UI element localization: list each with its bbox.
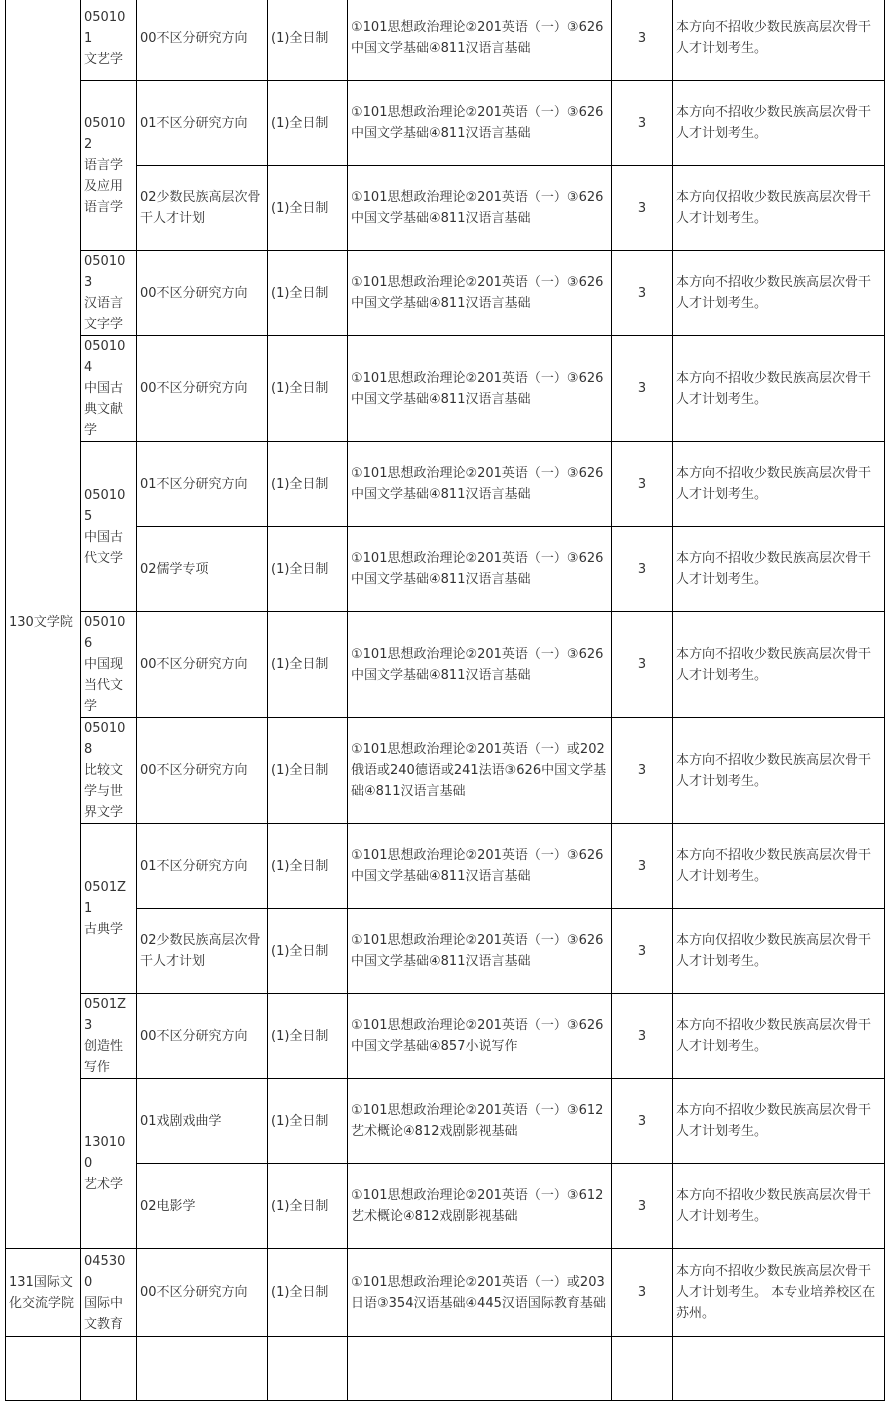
major-cell	[81, 442, 137, 612]
note-cell: 本方向不招收少数民族高层次骨干人才计划考生。	[673, 251, 885, 336]
empty-cell	[673, 1337, 885, 1401]
quota-cell: 3	[612, 442, 673, 527]
study-mode-cell: (1)全日制	[268, 251, 348, 336]
major-code: 050102	[84, 116, 126, 152]
exam-subjects-cell: ①101思想政治理论②201英语（一）或202俄语或240德语或241法语③626中国文学基础④811汉语言基础	[348, 718, 612, 824]
empty-cell	[6, 1337, 81, 1401]
major-name: 中国现当代文学	[84, 657, 124, 714]
major-name: 中国古典文献学	[84, 381, 124, 438]
direction-cell: 01不区分研究方向	[137, 824, 268, 909]
quota-cell: 3	[612, 251, 673, 336]
direction-cell: 02少数民族高层次骨干人才计划	[137, 909, 268, 994]
major-code: 050105	[84, 487, 126, 524]
note-cell: 本方向不招收少数民族高层次骨干人才计划考生。	[673, 0, 885, 81]
quota-cell: 3	[612, 336, 673, 442]
exam-subjects-cell: ①101思想政治理论②201英语（一）③626中国文学基础④811汉语言基础	[348, 336, 612, 442]
major-code: 050103	[84, 254, 126, 290]
exam-subjects-cell: ①101思想政治理论②201英语（一）③626中国文学基础④811汉语言基础	[348, 0, 612, 81]
page	[5, 0, 885, 1401]
exam-subjects-cell: ①101思想政治理论②201英语（一）③612艺术概论④812戏剧影视基础	[348, 1164, 612, 1249]
major-name: 文艺学	[84, 51, 124, 67]
note-cell: 本方向不招收少数民族高层次骨干人才计划考生。	[673, 442, 885, 527]
direction-cell: 01不区分研究方向	[137, 442, 268, 527]
table-row	[6, 1164, 885, 1249]
college-cell: 131国际文化交流学院	[6, 1249, 81, 1337]
table-row	[6, 1079, 885, 1164]
quota-cell: 3	[612, 0, 673, 81]
major-cell	[81, 1079, 137, 1249]
major-cell	[81, 718, 137, 824]
exam-subjects-cell: ①101思想政治理论②201英语（一）③626中国文学基础④811汉语言基础	[348, 909, 612, 994]
note-cell: 本方向不招收少数民族高层次骨干人才计划考生。	[673, 824, 885, 909]
note-cell: 本方向不招收少数民族高层次骨干人才计划考生。	[673, 1164, 885, 1249]
major-name: 比较文学与世界文学	[84, 763, 124, 820]
major-name: 古典学	[84, 922, 124, 937]
note-cell: 本方向不招收少数民族高层次骨干人才计划考生。	[673, 612, 885, 718]
quota-cell: 3	[612, 1249, 673, 1337]
major-code: 050108	[84, 721, 126, 757]
quota-cell: 3	[612, 1164, 673, 1249]
major-code: 0501Z1	[84, 880, 126, 916]
direction-cell: 01戏剧戏曲学	[137, 1079, 268, 1164]
empty-cell	[612, 1337, 673, 1401]
table-row	[6, 1249, 885, 1337]
exam-subjects-cell: ①101思想政治理论②201英语（一）或203日语③354汉语基础④445汉语国际教育基础	[348, 1249, 612, 1337]
major-name: 国际中文教育	[84, 1295, 124, 1332]
major-cell	[81, 81, 137, 251]
major-cell	[81, 994, 137, 1079]
note-cell: 本方向不招收少数民族高层次骨干人才计划考生。	[673, 994, 885, 1079]
major-cell	[81, 1249, 137, 1337]
empty-cell	[348, 1337, 612, 1401]
empty-cell	[81, 1337, 137, 1401]
table-row	[6, 0, 885, 81]
quota-cell: 3	[612, 909, 673, 994]
table-row	[6, 994, 885, 1079]
direction-cell: 00不区分研究方向	[137, 336, 268, 442]
table-row	[6, 336, 885, 442]
quota-cell: 3	[612, 612, 673, 718]
note-cell: 本方向不招收少数民族高层次骨干人才计划考生。	[673, 718, 885, 824]
study-mode-cell: (1)全日制	[268, 0, 348, 81]
major-cell	[81, 251, 137, 336]
exam-subjects-cell: ①101思想政治理论②201英语（一）③626中国文学基础④811汉语言基础	[348, 166, 612, 251]
college-cell: 130文学院	[6, 0, 81, 1249]
direction-cell: 02少数民族高层次骨干人才计划	[137, 166, 268, 251]
note-cell: 本方向不招收少数民族高层次骨干人才计划考生。	[673, 336, 885, 442]
study-mode-cell: (1)全日制	[268, 909, 348, 994]
admissions-table	[5, 0, 885, 1401]
direction-cell: 01不区分研究方向	[137, 81, 268, 166]
major-code: 050106	[84, 615, 126, 651]
study-mode-cell: (1)全日制	[268, 994, 348, 1079]
note-cell: 本方向仅招收少数民族高层次骨干人才计划考生。	[673, 166, 885, 251]
table-row	[6, 442, 885, 527]
study-mode-cell: (1)全日制	[268, 336, 348, 442]
exam-subjects-cell: ①101思想政治理论②201英语（一）③626中国文学基础④857小说写作	[348, 994, 612, 1079]
table-row	[6, 612, 885, 718]
direction-cell: 00不区分研究方向	[137, 994, 268, 1079]
major-code: 130100	[84, 1135, 126, 1171]
note-cell: 本方向不招收少数民族高层次骨干人才计划考生。	[673, 81, 885, 166]
empty-cell	[137, 1337, 268, 1401]
note-cell: 本方向不招收少数民族高层次骨干人才计划考生。	[673, 527, 885, 612]
exam-subjects-cell: ①101思想政治理论②201英语（一）③626中国文学基础④811汉语言基础	[348, 81, 612, 166]
major-cell	[81, 824, 137, 994]
exam-subjects-cell: ①101思想政治理论②201英语（一）③626中国文学基础④811汉语言基础	[348, 824, 612, 909]
study-mode-cell: (1)全日制	[268, 81, 348, 166]
empty-cell	[268, 1337, 348, 1401]
major-code: 0501Z3	[84, 997, 126, 1033]
direction-cell: 02电影学	[137, 1164, 268, 1249]
quota-cell: 3	[612, 1079, 673, 1164]
table-row	[6, 824, 885, 909]
quota-cell: 3	[612, 527, 673, 612]
quota-cell: 3	[612, 718, 673, 824]
study-mode-cell: (1)全日制	[268, 1079, 348, 1164]
quota-cell: 3	[612, 166, 673, 251]
major-cell	[81, 0, 137, 81]
major-cell	[81, 612, 137, 718]
note-cell: 本方向仅招收少数民族高层次骨干人才计划考生。	[673, 909, 885, 994]
direction-cell: 02儒学专项	[137, 527, 268, 612]
direction-cell: 00不区分研究方向	[137, 251, 268, 336]
note-cell: 本方向不招收少数民族高层次骨干人才计划考生。	[673, 1079, 885, 1164]
study-mode-cell: (1)全日制	[268, 1164, 348, 1249]
direction-cell: 00不区分研究方向	[137, 718, 268, 824]
quota-cell: 3	[612, 994, 673, 1079]
direction-cell: 00不区分研究方向	[137, 1249, 268, 1337]
exam-subjects-cell: ①101思想政治理论②201英语（一）③626中国文学基础④811汉语言基础	[348, 251, 612, 336]
major-cell	[81, 336, 137, 442]
note-cell: 本方向不招收少数民族高层次骨干人才计划考生。 本专业培养校区在苏州。	[673, 1249, 885, 1337]
study-mode-cell: (1)全日制	[268, 612, 348, 718]
major-name: 艺术学	[84, 1177, 124, 1192]
direction-cell: 00不区分研究方向	[137, 612, 268, 718]
table-row	[6, 909, 885, 994]
table-row	[6, 251, 885, 336]
study-mode-cell: (1)全日制	[268, 527, 348, 612]
quota-cell: 3	[612, 824, 673, 909]
quota-cell: 3	[612, 81, 673, 166]
major-name: 汉语言文字学	[84, 296, 124, 332]
major-name: 语言学及应用语言学	[84, 158, 124, 215]
study-mode-cell: (1)全日制	[268, 166, 348, 251]
exam-subjects-cell: ①101思想政治理论②201英语（一）③626中国文学基础④811汉语言基础	[348, 442, 612, 527]
exam-subjects-cell: ①101思想政治理论②201英语（一）③626中国文学基础④811汉语言基础	[348, 527, 612, 612]
study-mode-cell: (1)全日制	[268, 718, 348, 824]
major-code: 050104	[84, 339, 126, 375]
major-code: 045300	[84, 1253, 126, 1290]
study-mode-cell: (1)全日制	[268, 1249, 348, 1337]
table-row-partial	[6, 1337, 885, 1401]
exam-subjects-cell: ①101思想政治理论②201英语（一）③626中国文学基础④811汉语言基础	[348, 612, 612, 718]
study-mode-cell: (1)全日制	[268, 824, 348, 909]
study-mode-cell: (1)全日制	[268, 442, 348, 527]
major-name: 创造性写作	[84, 1039, 124, 1075]
major-code: 050101	[84, 9, 126, 46]
major-name: 中国古代文学	[84, 529, 124, 566]
exam-subjects-cell: ①101思想政治理论②201英语（一）③612艺术概论④812戏剧影视基础	[348, 1079, 612, 1164]
table-row	[6, 718, 885, 824]
table-row	[6, 166, 885, 251]
table-row	[6, 81, 885, 166]
table-row	[6, 527, 885, 612]
direction-cell: 00不区分研究方向	[137, 0, 268, 81]
